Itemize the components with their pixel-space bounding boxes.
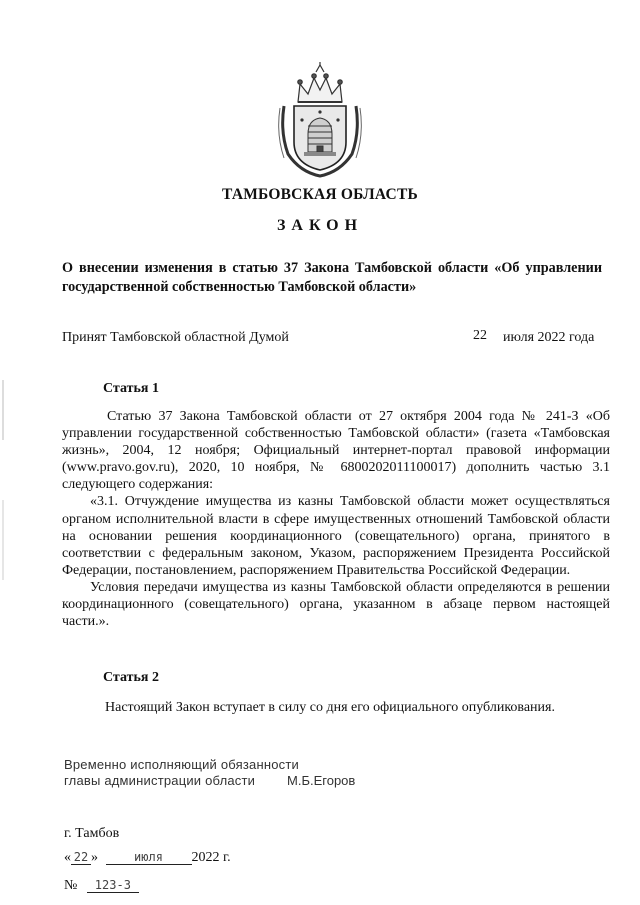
signatory-title-line: главы администрации области [64,773,256,788]
number-sign: № [64,878,78,893]
law-number [64,878,139,894]
date-close-quote: » [91,850,98,865]
adoption-month-year: июля 2022 года [503,330,595,345]
date-day: 22 [71,850,91,865]
date-year: 2022 г. [191,850,231,865]
place-of-signing: г. Тамбов [64,826,120,841]
signatory-title [64,757,299,789]
article-1-paragraph: Условия передачи имущества из казны Тамбовской области определяются в решении координационного (совещательного) органа, указанном в абзаце первом настоящей части.». [62,579,610,630]
scan-margin-marks [2,380,5,580]
article-1-paragraph: «3.1. Отчуждение имущества из казны Тамбовской области может осуществляться органом исполнительной власти в сфере имущественных отношений Тамбовской области на основании решения координационного (совещательного) органа, принятого в соответствии с федеральным законом, Указом, распоряжением Президента Российской Федерации, постановлением, распоряжением Правительства Российской Федерации. [62,494,610,578]
date-month: июля [106,850,192,865]
coat-of-arms-emblem [270,62,370,180]
signatory-name: М.Б.Егоров [287,773,356,788]
article-1-paragraph: Статью 37 Закона Тамбовской области от 27 октября 2004 года № 241-З «Об управлении государственной собственностью Тамбовской области» (газета «Тамбовская жизнь», 2004, 12 ноября; Официальный интернет-портал правовой информации (www.pravo.gov.ru), 2020, 10 ноября, № 6800202011100017) дополнить частью 3.1 следующего содержания: [62,409,610,493]
article-2-heading: Статья 2 [103,670,159,685]
law-title: О внесении изменения в статью 37 Закона Тамбовской области «Об управлении государственной собственностью Тамбовской области» [62,260,602,295]
document-type-heading: ЗАКОН [276,217,364,234]
adoption-day: 22 [473,328,487,343]
article-1-body [62,408,610,630]
date-open-quote: « [64,850,71,865]
article-2-text: Настоящий Закон вступает в силу со дня его официального опубликования. [105,700,555,715]
region-heading: ТАМБОВСКАЯ ОБЛАСТЬ [222,186,418,203]
article-1-heading: Статья 1 [103,381,159,396]
signatory-title-line: Временно исполняющий обязанности [64,757,299,772]
number-value: 123-З [87,878,139,893]
adoption-statement: Принят Тамбовской областной Думой [62,330,289,345]
signing-date [64,850,231,866]
